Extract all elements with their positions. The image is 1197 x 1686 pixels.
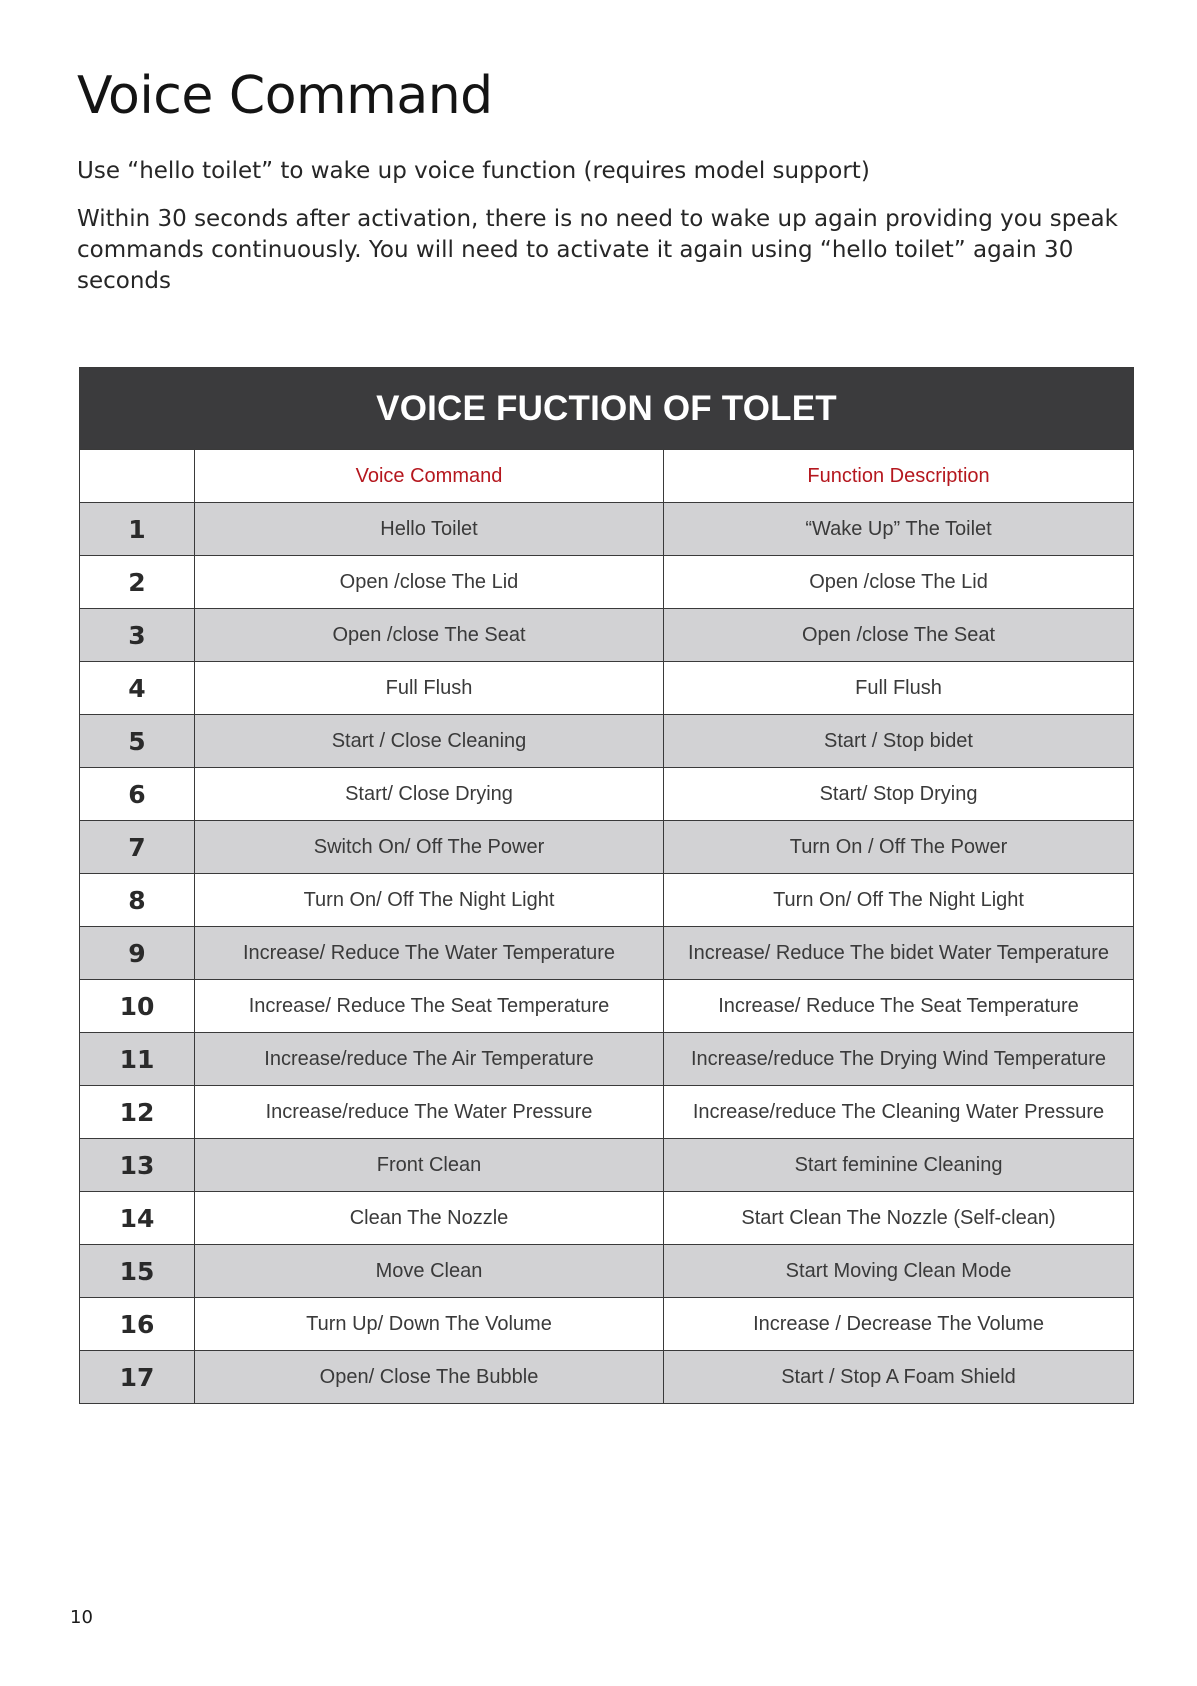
row-function-description: Start Moving Clean Mode (664, 1245, 1134, 1298)
row-function-description: Start / Stop A Foam Shield (664, 1351, 1134, 1404)
row-function-description: Increase/ Reduce The Seat Temperature (664, 980, 1134, 1033)
table-row (80, 1192, 1134, 1245)
table-row (80, 662, 1134, 715)
row-voice-command: Hello Toilet (195, 503, 664, 556)
row-function-description: Increase/ Reduce The bidet Water Temperature (664, 927, 1134, 980)
row-number: 5 (80, 715, 195, 768)
row-voice-command: Clean The Nozzle (195, 1192, 664, 1245)
table-row (80, 715, 1134, 768)
header-number (80, 450, 195, 503)
table-header-row (80, 450, 1134, 503)
header-function-description: Function Description (664, 450, 1134, 503)
intro-paragraph-activation: Within 30 seconds after activation, there is no need to wake up again providing you speak commands continuously. You will need to activate it again using “hello toilet” again 30 seconds (77, 206, 1118, 294)
row-number: 14 (80, 1192, 195, 1245)
row-voice-command: Start/ Close Drying (195, 768, 664, 821)
table-row (80, 874, 1134, 927)
voice-function-table (79, 367, 1134, 1404)
row-number: 12 (80, 1086, 195, 1139)
row-function-description: Start/ Stop Drying (664, 768, 1134, 821)
table-row (80, 609, 1134, 662)
table-title: VOICE FUCTION OF TOLET (80, 368, 1134, 450)
row-voice-command: Start / Close Cleaning (195, 715, 664, 768)
page-number: 10 (70, 1607, 93, 1628)
table-row (80, 1033, 1134, 1086)
row-function-description: Turn On/ Off The Night Light (664, 874, 1134, 927)
table-row (80, 927, 1134, 980)
table-row (80, 821, 1134, 874)
row-function-description: Open /close The Seat (664, 609, 1134, 662)
row-voice-command: Full Flush (195, 662, 664, 715)
table-row (80, 1245, 1134, 1298)
table-row (80, 503, 1134, 556)
row-voice-command: Open /close The Lid (195, 556, 664, 609)
intro-paragraph-wake-up: Use “hello toilet” to wake up voice function (requires model support) (77, 158, 870, 184)
row-number: 16 (80, 1298, 195, 1351)
row-function-description: Open /close The Lid (664, 556, 1134, 609)
row-number: 2 (80, 556, 195, 609)
header-voice-command: Voice Command (195, 450, 664, 503)
row-voice-command: Switch On/ Off The Power (195, 821, 664, 874)
row-function-description: “Wake Up” The Toilet (664, 503, 1134, 556)
table-row (80, 1086, 1134, 1139)
row-voice-command: Turn On/ Off The Night Light (195, 874, 664, 927)
row-function-description: Increase / Decrease The Volume (664, 1298, 1134, 1351)
row-voice-command: Move Clean (195, 1245, 664, 1298)
page-title: Voice Command (77, 66, 493, 126)
row-number: 7 (80, 821, 195, 874)
voice-function-table-container (79, 367, 1133, 1404)
row-voice-command: Turn Up/ Down The Volume (195, 1298, 664, 1351)
row-function-description: Start Clean The Nozzle (Self-clean) (664, 1192, 1134, 1245)
row-number: 10 (80, 980, 195, 1033)
table-row (80, 556, 1134, 609)
table-row (80, 980, 1134, 1033)
row-number: 9 (80, 927, 195, 980)
row-function-description: Turn On / Off The Power (664, 821, 1134, 874)
table-row (80, 1298, 1134, 1351)
row-function-description: Start / Stop bidet (664, 715, 1134, 768)
table-row (80, 1139, 1134, 1192)
table-title-row (80, 368, 1134, 450)
row-function-description: Start feminine Cleaning (664, 1139, 1134, 1192)
row-number: 6 (80, 768, 195, 821)
row-function-description: Increase/reduce The Drying Wind Temperature (664, 1033, 1134, 1086)
row-voice-command: Increase/ Reduce The Water Temperature (195, 927, 664, 980)
row-function-description: Full Flush (664, 662, 1134, 715)
row-number: 4 (80, 662, 195, 715)
row-voice-command: Open/ Close The Bubble (195, 1351, 664, 1404)
row-voice-command: Increase/ Reduce The Seat Temperature (195, 980, 664, 1033)
row-number: 11 (80, 1033, 195, 1086)
row-function-description: Increase/reduce The Cleaning Water Pressure (664, 1086, 1134, 1139)
table-body (80, 503, 1134, 1404)
row-number: 3 (80, 609, 195, 662)
row-number: 17 (80, 1351, 195, 1404)
row-number: 15 (80, 1245, 195, 1298)
row-voice-command: Increase/reduce The Water Pressure (195, 1086, 664, 1139)
row-number: 1 (80, 503, 195, 556)
row-voice-command: Front Clean (195, 1139, 664, 1192)
table-row (80, 768, 1134, 821)
row-voice-command: Open /close The Seat (195, 609, 664, 662)
table-row (80, 1351, 1134, 1404)
row-number: 8 (80, 874, 195, 927)
row-voice-command: Increase/reduce The Air Temperature (195, 1033, 664, 1086)
row-number: 13 (80, 1139, 195, 1192)
